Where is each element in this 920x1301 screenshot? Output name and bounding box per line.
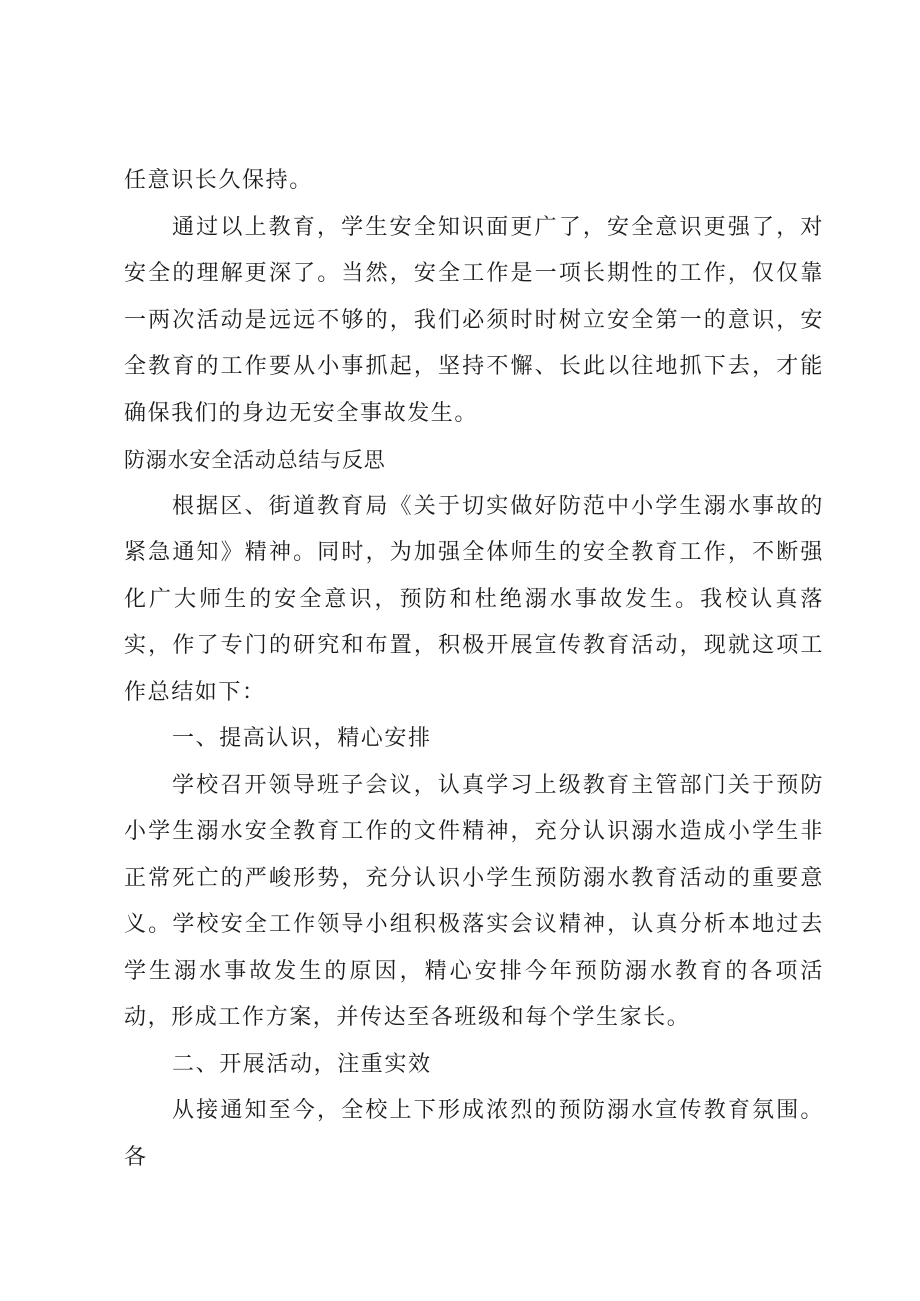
document-body — [124, 158, 824, 1181]
heading-part-one: 一、提高认识，精心安排 — [172, 726, 432, 751]
paragraph-safety-summary: 通过以上教育，学生安全知识面更广了，安全意识更强了，对安全的理解更深了。当然，安全工作是一项长期性的工作，仅仅靠一两次活动是远远不够的，我们必须时时树立安全第一的意识，安全教育的工作要从小事抓起，坚持不懈、长此以往地抓下去，才能确保我们的身边无安全事故发生。 — [124, 214, 824, 426]
paragraph-part-two: 从接通知至今，全校上下形成浓烈的预防溺水宣传教育氛围。各 — [124, 1098, 824, 1170]
section-title: 防溺水安全活动总结与反思 — [124, 448, 386, 472]
paragraph-part-one: 学校召开领导班子会议，认真学习上级教育主管部门关于预防小学生溺水安全教育工作的文件精神，充分认识溺水造成小学生非正常死亡的严峻形势，充分认识小学生预防溺水教育活动的重要意义。学校安全工作领导小组积极落实会议精神，认真分析本地过去学生溺水事故发生的原因，精心安排今年预防溺水教育的各项活动，形成工作方案，并传达至各班级和每个学生家长。 — [124, 772, 824, 1030]
heading-part-two: 二、开展活动，注重实效 — [172, 1051, 432, 1077]
paragraph-continuation: 任意识长久保持。 — [124, 168, 313, 193]
paragraph-intro: 根据区、街道教育局《关于切实做好防范中小学生溺水事故的紧急通知》精神。同时，为加强全体师生的安全教育工作，不断强化广大师生的安全意识，预防和杜绝溺水事故发生。我校认真落实，作了专门的研究和布置，积极开展宣传教育活动，现就这项工作总结如下： — [124, 493, 824, 705]
